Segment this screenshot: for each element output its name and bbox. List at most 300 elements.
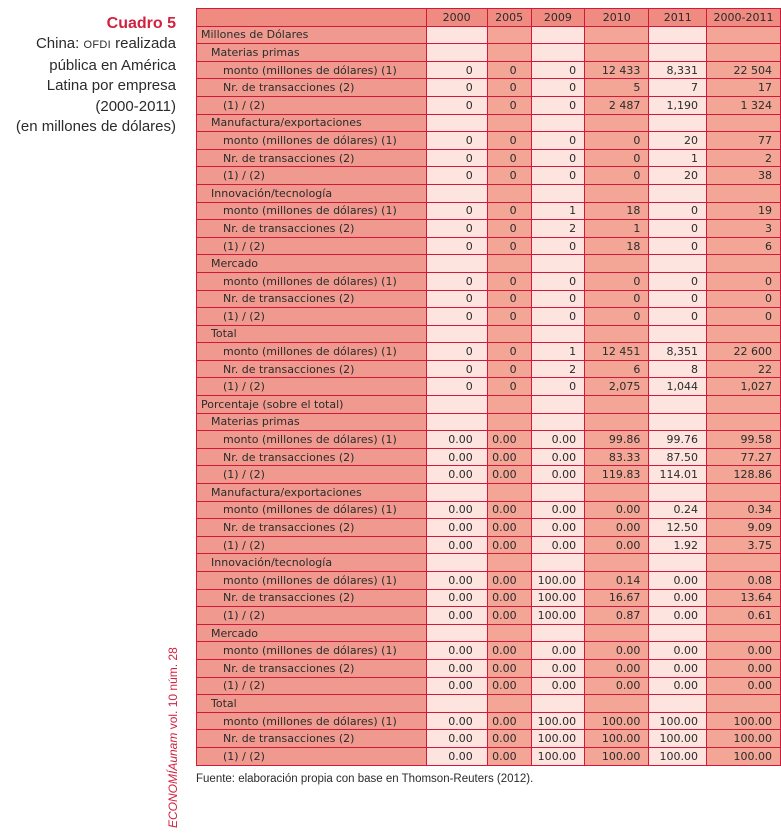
table-cell: 0.00 (585, 501, 649, 519)
table-cell: 0.87 (585, 607, 649, 625)
table-cell: 0 (426, 96, 487, 114)
table-cell (707, 554, 781, 572)
table-cell: 8,351 (649, 343, 707, 361)
table-cell: 20 (649, 132, 707, 150)
row-label: monto (millones de dólares) (1) (197, 61, 427, 79)
table-cell: 0.00 (426, 589, 487, 607)
table-cell: 0 (487, 132, 531, 150)
table-cell (531, 325, 585, 343)
table-cell (649, 26, 707, 44)
row-label: Total (197, 325, 427, 343)
table-cell: 0.00 (426, 677, 487, 695)
table-cell: 0.00 (426, 519, 487, 537)
table-cell (585, 484, 649, 502)
table-cell: 0 (707, 272, 781, 290)
table-cell: 2,075 (585, 378, 649, 396)
table-cell: 0 (487, 360, 531, 378)
table-cell: 0.00 (487, 730, 531, 748)
table-row (197, 448, 781, 466)
row-label: (1) / (2) (197, 677, 427, 695)
table-cell: 77.27 (707, 448, 781, 466)
table-row (197, 484, 781, 502)
table-cell: 1,044 (649, 378, 707, 396)
table-cell (487, 255, 531, 273)
row-label: monto (millones de dólares) (1) (197, 272, 427, 290)
table-cell (487, 114, 531, 132)
table-row (197, 114, 781, 132)
journal-name: ECONOMÍAunam (166, 732, 180, 828)
column-header: 2005 (487, 9, 531, 27)
table-caption (0, 14, 176, 138)
table-cell: 0 (531, 237, 585, 255)
table-cell (585, 184, 649, 202)
table-cell: 38 (707, 167, 781, 185)
table-cell: 0.00 (426, 730, 487, 748)
table-cell: 0.00 (487, 501, 531, 519)
table-cell: 0.00 (487, 659, 531, 677)
table-cell: 0.00 (585, 519, 649, 537)
table-cell (707, 695, 781, 713)
table-cell (426, 484, 487, 502)
column-header: 2000 (426, 9, 487, 27)
table-cell (707, 396, 781, 414)
table-cell: 0 (585, 308, 649, 326)
table-cell: 0 (531, 79, 585, 97)
header-corner (197, 9, 427, 27)
table-cell: 0 (531, 272, 585, 290)
table-cell (585, 325, 649, 343)
table-cell: 0.00 (487, 747, 531, 765)
table-row (197, 343, 781, 361)
table-row (197, 61, 781, 79)
table-cell: 0 (649, 272, 707, 290)
table-cell: 8,331 (649, 61, 707, 79)
table-cell (649, 695, 707, 713)
table-cell: 22 (707, 360, 781, 378)
table-cell (487, 554, 531, 572)
table-cell (707, 325, 781, 343)
table-cell: 0.00 (487, 589, 531, 607)
row-label: monto (millones de dólares) (1) (197, 132, 427, 150)
table-cell (707, 26, 781, 44)
table-row (197, 624, 781, 642)
table-cell: 0 (585, 132, 649, 150)
table-cell: 0.00 (426, 431, 487, 449)
table-row (197, 659, 781, 677)
row-label: Nr. de transacciones (2) (197, 290, 427, 308)
table-cell: 0 (531, 378, 585, 396)
table-cell (585, 695, 649, 713)
table-cell: 0 (649, 308, 707, 326)
table-cell: 100.00 (585, 747, 649, 765)
table-cell: 1.92 (649, 536, 707, 554)
table-cell: 5 (585, 79, 649, 97)
row-label: monto (millones de dólares) (1) (197, 642, 427, 660)
row-label: Innovación/tecnología (197, 554, 427, 572)
table-cell: 0 (649, 237, 707, 255)
table-cell: 0 (426, 378, 487, 396)
table-row (197, 132, 781, 150)
table-cell: 0.00 (531, 501, 585, 519)
table-cell: 128.86 (707, 466, 781, 484)
table-cell (649, 484, 707, 502)
table-cell: 0 (707, 290, 781, 308)
caption-line: realizada (115, 35, 176, 52)
table-cell (531, 695, 585, 713)
table-cell: 0.08 (707, 572, 781, 590)
table-row (197, 642, 781, 660)
table-cell: 0 (426, 132, 487, 150)
table-cell: 1,190 (649, 96, 707, 114)
table-cell: 20 (649, 167, 707, 185)
table-cell: 0 (487, 290, 531, 308)
caption-line: Latina por empresa (46, 77, 176, 94)
table-cell (531, 624, 585, 642)
table-cell (585, 44, 649, 62)
table-cell: 0.14 (585, 572, 649, 590)
table-cell: 0.00 (426, 536, 487, 554)
table-cell: 2 487 (585, 96, 649, 114)
table-cell: 100.00 (707, 712, 781, 730)
table-cell: 0 (487, 308, 531, 326)
table-cell: 0 (531, 308, 585, 326)
table-cell: 100.00 (707, 730, 781, 748)
table-row (197, 44, 781, 62)
table-cell: 17 (707, 79, 781, 97)
row-label: monto (millones de dólares) (1) (197, 343, 427, 361)
table-cell: 100.00 (531, 747, 585, 765)
table-cell: 0 (487, 378, 531, 396)
table-row (197, 96, 781, 114)
row-label: Nr. de transacciones (2) (197, 220, 427, 238)
table-cell: 1,027 (707, 378, 781, 396)
table-row (197, 26, 781, 44)
row-label: Mercado (197, 255, 427, 273)
table-cell: 0.00 (426, 607, 487, 625)
row-label: (1) / (2) (197, 536, 427, 554)
table-row (197, 237, 781, 255)
table-row (197, 589, 781, 607)
header-row (197, 9, 781, 27)
table-cell: 1 (585, 220, 649, 238)
table-cell: 0 (426, 237, 487, 255)
row-label: Manufactura/exportaciones (197, 114, 427, 132)
table-row (197, 607, 781, 625)
table-cell: 0 (426, 149, 487, 167)
table-cell: 100.00 (707, 747, 781, 765)
row-label: Porcentaje (sobre el total) (197, 396, 427, 414)
table-row (197, 554, 781, 572)
table-cell: 19 (707, 202, 781, 220)
table-row (197, 290, 781, 308)
table-cell: 13.64 (707, 589, 781, 607)
table-row (197, 519, 781, 537)
table-cell (426, 184, 487, 202)
table-cell: 22 600 (707, 343, 781, 361)
table-cell: 0 (585, 167, 649, 185)
table-cell (426, 255, 487, 273)
row-label: Materias primas (197, 413, 427, 431)
row-label: (1) / (2) (197, 378, 427, 396)
table-cell: 1 (531, 202, 585, 220)
table-cell (707, 624, 781, 642)
column-header: 2000-2011 (707, 9, 781, 27)
table-cell: 2 (531, 220, 585, 238)
table-cell: 0.24 (649, 501, 707, 519)
table-cell: 0 (531, 96, 585, 114)
table-cell: 0 (487, 149, 531, 167)
column-header: 2011 (649, 9, 707, 27)
table-cell: 0.00 (426, 712, 487, 730)
table-cell (649, 184, 707, 202)
column-header: 2010 (585, 9, 649, 27)
table-cell: 0 (487, 272, 531, 290)
caption-line: (2000-2011) (95, 97, 176, 115)
table-cell (426, 26, 487, 44)
table-row (197, 536, 781, 554)
table-cell: 0.00 (531, 677, 585, 695)
row-label: Nr. de transacciones (2) (197, 149, 427, 167)
table-cell: 0.00 (649, 642, 707, 660)
table-cell: 0 (585, 290, 649, 308)
table-cell (426, 325, 487, 343)
table-cell: 0.00 (426, 642, 487, 660)
table-cell: 0.34 (707, 501, 781, 519)
table-cell (649, 255, 707, 273)
table-cell: 0 (487, 167, 531, 185)
row-label: monto (millones de dólares) (1) (197, 431, 427, 449)
table-cell (649, 325, 707, 343)
row-label: (1) / (2) (197, 237, 427, 255)
table-cell (585, 396, 649, 414)
row-label: Nr. de transacciones (2) (197, 79, 427, 97)
table-row (197, 712, 781, 730)
table-cell: 100.00 (531, 607, 585, 625)
table-cell: 0.00 (585, 642, 649, 660)
table-cell: 0.00 (531, 642, 585, 660)
table-cell: 0.00 (487, 536, 531, 554)
row-label: Mercado (197, 624, 427, 642)
table-cell: 18 (585, 237, 649, 255)
table-cell: 0 (426, 272, 487, 290)
table-cell: 0 (426, 202, 487, 220)
table-cell: 0.00 (426, 572, 487, 590)
table-row (197, 378, 781, 396)
table-row (197, 308, 781, 326)
table-cell: 0.00 (531, 466, 585, 484)
row-label: monto (millones de dólares) (1) (197, 501, 427, 519)
table-cell: 0.00 (487, 677, 531, 695)
table-cell: 0.00 (426, 747, 487, 765)
table-row (197, 730, 781, 748)
table-cell: 0 (531, 132, 585, 150)
table-cell: 0 (487, 96, 531, 114)
table-cell: 3.75 (707, 536, 781, 554)
table-cell: 0.00 (487, 466, 531, 484)
table-cell: 0.00 (649, 607, 707, 625)
table-cell: 99.86 (585, 431, 649, 449)
table-row (197, 272, 781, 290)
table-row (197, 677, 781, 695)
table-cell (487, 184, 531, 202)
table-cell: 0.00 (585, 536, 649, 554)
table-cell: 100.00 (531, 730, 585, 748)
table-cell (649, 413, 707, 431)
table-cell: 0 (487, 61, 531, 79)
table-cell: 0 (707, 308, 781, 326)
table-cell (707, 255, 781, 273)
table-cell: 0 (426, 308, 487, 326)
table-cell (426, 554, 487, 572)
row-label: (1) / (2) (197, 607, 427, 625)
table-cell: 7 (649, 79, 707, 97)
table-cell: 0.00 (487, 448, 531, 466)
row-label: (1) / (2) (197, 167, 427, 185)
table-cell: 12 433 (585, 61, 649, 79)
table-cell (531, 44, 585, 62)
table-cell: 6 (585, 360, 649, 378)
row-label: monto (millones de dólares) (1) (197, 202, 427, 220)
caption-acronym: OFDI (83, 39, 111, 51)
table-cell: 100.00 (585, 712, 649, 730)
table-cell: 0 (649, 290, 707, 308)
table-cell (649, 396, 707, 414)
table-row (197, 255, 781, 273)
table-cell (707, 413, 781, 431)
table-row (197, 220, 781, 238)
table-cell (487, 695, 531, 713)
table-cell: 0.61 (707, 607, 781, 625)
table-cell: 100.00 (585, 730, 649, 748)
table-cell: 22 504 (707, 61, 781, 79)
table-cell: 0 (585, 272, 649, 290)
table-cell: 0 (426, 79, 487, 97)
table-cell: 2 (531, 360, 585, 378)
table-row (197, 79, 781, 97)
row-label: Innovación/tecnología (197, 184, 427, 202)
table-row (197, 167, 781, 185)
table-cell: 0.00 (649, 659, 707, 677)
table-cell: 0 (426, 290, 487, 308)
caption-text (0, 34, 176, 138)
table-cell: 0 (487, 237, 531, 255)
table-cell: 12.50 (649, 519, 707, 537)
table-cell (585, 255, 649, 273)
table-cell: 0.00 (585, 677, 649, 695)
table-cell: 0 (649, 202, 707, 220)
journal-issue: vol. 10 núm. 28 (166, 647, 180, 730)
data-table (196, 8, 781, 766)
table-cell: 0 (531, 167, 585, 185)
row-label: (1) / (2) (197, 308, 427, 326)
table-cell: 0 (531, 149, 585, 167)
row-label: Nr. de transacciones (2) (197, 659, 427, 677)
table-row (197, 501, 781, 519)
table-cell (487, 44, 531, 62)
table-cell (585, 554, 649, 572)
row-label: (1) / (2) (197, 96, 427, 114)
table-row (197, 431, 781, 449)
row-label: monto (millones de dólares) (1) (197, 572, 427, 590)
table-row (197, 466, 781, 484)
table-cell (487, 325, 531, 343)
table-cell: 100.00 (649, 747, 707, 765)
table-cell: 12 451 (585, 343, 649, 361)
table-cell (531, 484, 585, 502)
table-row (197, 202, 781, 220)
table-cell: 99.76 (649, 431, 707, 449)
table-cell (531, 184, 585, 202)
table-cell: 3 (707, 220, 781, 238)
table-row (197, 396, 781, 414)
table-cell: 0.00 (487, 431, 531, 449)
table-cell (426, 44, 487, 62)
table-cell (649, 44, 707, 62)
table-cell: 0.00 (426, 448, 487, 466)
table-cell: 0 (426, 220, 487, 238)
table-cell (487, 26, 531, 44)
table-cell (585, 114, 649, 132)
table-cell (487, 484, 531, 502)
table-cell: 0 (487, 202, 531, 220)
table-cell: 1 (531, 343, 585, 361)
table-cell (531, 26, 585, 44)
table-cell: 0 (585, 149, 649, 167)
table-cell: 0 (487, 220, 531, 238)
table-cell: 8 (649, 360, 707, 378)
table-cell: 0 (426, 343, 487, 361)
table-cell: 0.00 (487, 607, 531, 625)
table-cell: 1 324 (707, 96, 781, 114)
table-row (197, 184, 781, 202)
table-row (197, 572, 781, 590)
table-cell: 6 (707, 237, 781, 255)
table-cell (487, 396, 531, 414)
table-cell (707, 114, 781, 132)
table-cell (426, 413, 487, 431)
row-label: Millones de Dólares (197, 26, 427, 44)
table-cell: 0.00 (649, 677, 707, 695)
table-cell: 1 (649, 149, 707, 167)
table-row (197, 325, 781, 343)
table-cell: 0.00 (426, 659, 487, 677)
row-label: (1) / (2) (197, 747, 427, 765)
table-cell: 0 (487, 343, 531, 361)
table-cell: 0 (487, 79, 531, 97)
table-cell: 0 (649, 220, 707, 238)
table-cell (426, 624, 487, 642)
table-cell: 0.00 (426, 466, 487, 484)
table-cell (531, 396, 585, 414)
table-cell: 18 (585, 202, 649, 220)
table-cell (585, 413, 649, 431)
table-cell: 0.00 (531, 659, 585, 677)
table-cell (426, 396, 487, 414)
table-cell: 100.00 (531, 572, 585, 590)
table-cell: 77 (707, 132, 781, 150)
table-cell (585, 26, 649, 44)
caption-line: China: (35, 35, 80, 52)
row-label: Total (197, 695, 427, 713)
row-label: monto (millones de dólares) (1) (197, 712, 427, 730)
table-cell: 114.01 (649, 466, 707, 484)
table-row (197, 413, 781, 431)
table-cell: 83.33 (585, 448, 649, 466)
table-cell (649, 114, 707, 132)
table-cell (426, 114, 487, 132)
table-cell (707, 484, 781, 502)
table-cell: 0.00 (531, 536, 585, 554)
